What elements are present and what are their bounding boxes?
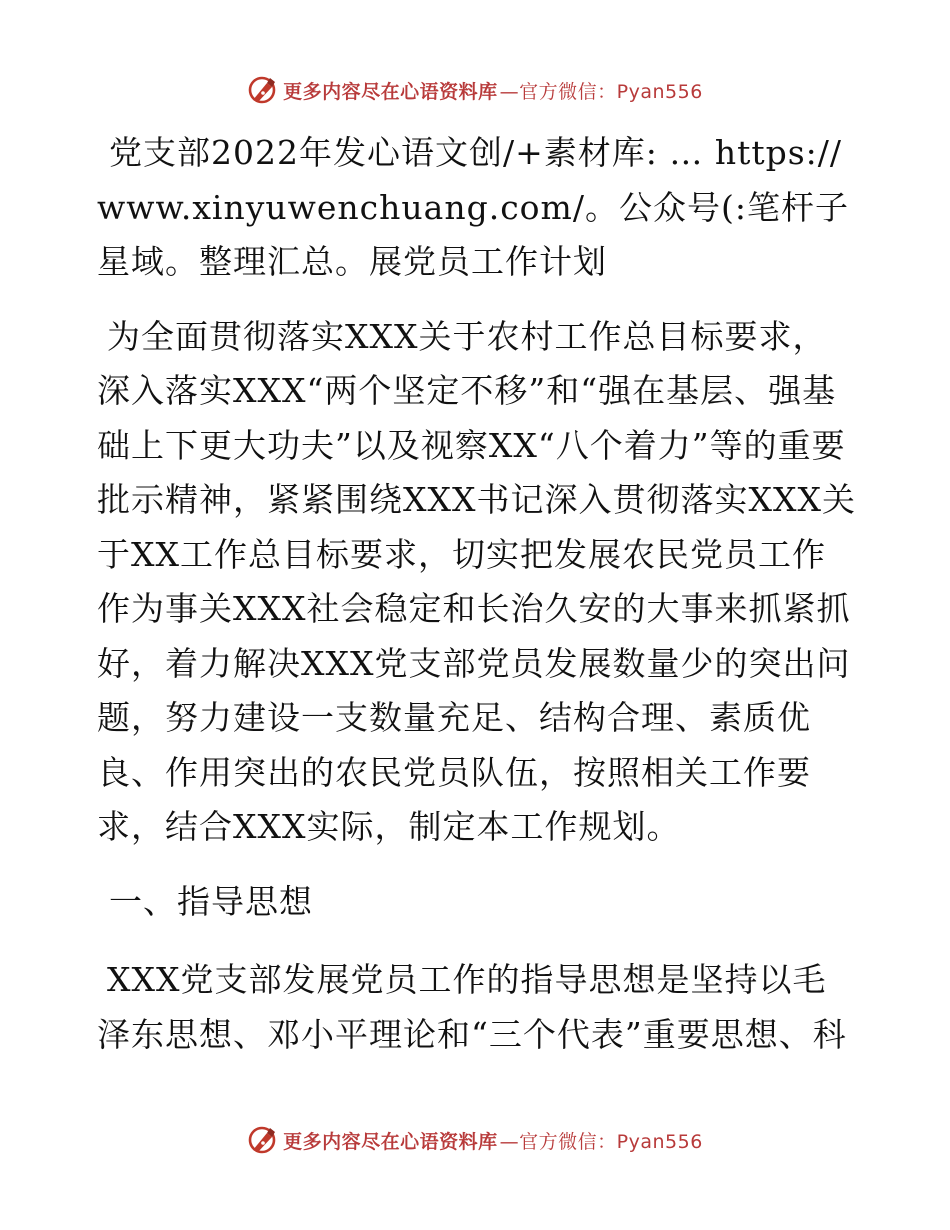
document-body	[97, 126, 857, 1082]
watermark-contact: —官方微信：Pyan556	[499, 80, 703, 103]
guiding-ideology-paragraph: XXX党支部发展党员工作的指导思想是坚持以毛泽东思想、邓小平理论和“三个代表”重要思想、科	[97, 960, 847, 1054]
watermark-brand: 更多内容尽在心语资料库	[283, 80, 498, 103]
section-heading-guiding-ideology: 一、指导思想	[109, 881, 313, 921]
pen-nib-circle-icon	[247, 74, 279, 106]
intro-paragraph: 为全面贯彻落实XXX关于农村工作总目标要求，深入落实XXX“两个坚定不移”和“强在基层、强基础上下更大功夫”以及视察XX“八个着力”等的重要批示精神，紧紧围绕XXX书记深入贯彻落实XXX关于XX工作总目标要求，切实把发展农民党员工作作为事关XXX社会稳定和长治久安的大事来抓紧抓好，着力解决XXX党支部党员发展数量少的突出问题，努力建设一支数量充足、结构合理、素质优良、作用突出的农民党员队伍，按照相关工作要求，结合XXX实际，制定本工作规划。	[97, 316, 856, 846]
pen-nib-circle-icon	[247, 1124, 279, 1156]
document-title: 党支部2022年发心语文创/+素材库: … https://www.xinyuwenchuang.com/。公众号(:笔杆子星域。整理汇总。展党员工作计划	[97, 133, 849, 281]
watermark-contact: —官方微信：Pyan556	[499, 1130, 703, 1153]
footer-watermark	[0, 1120, 950, 1160]
header-watermark	[0, 70, 950, 110]
watermark-brand: 更多内容尽在心语资料库	[283, 1130, 498, 1153]
